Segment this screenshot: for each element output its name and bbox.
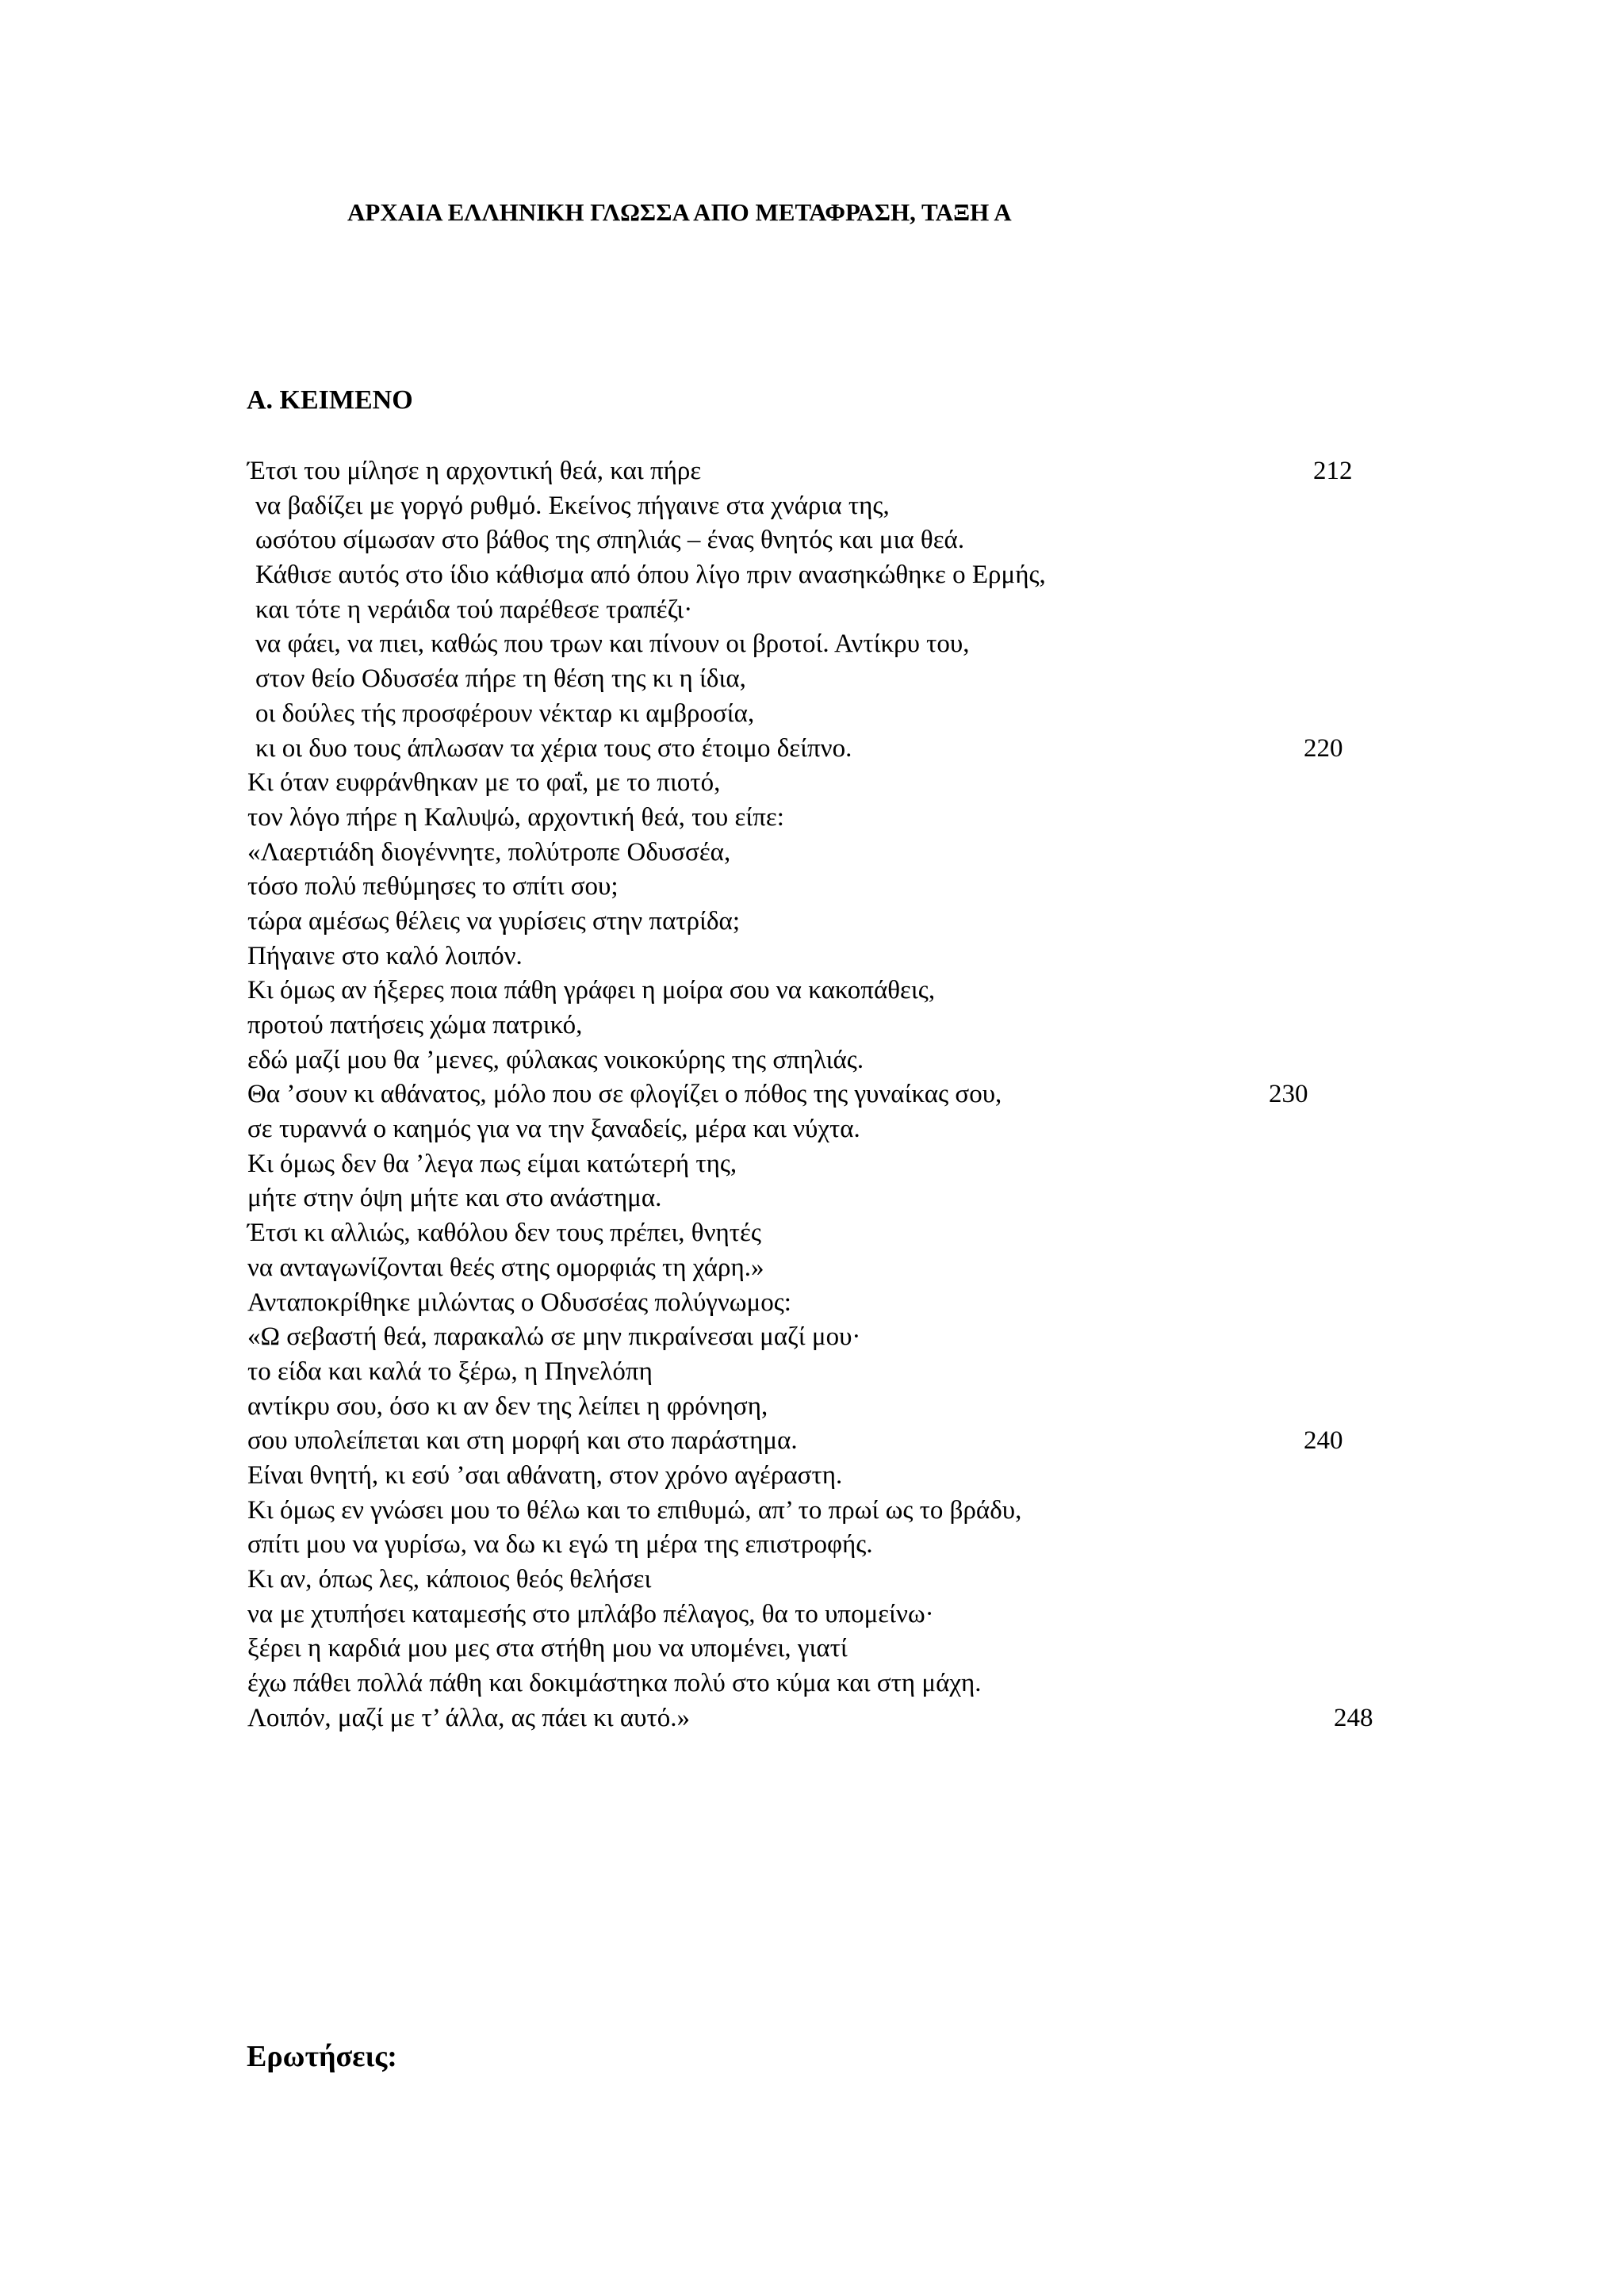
poem-line-text: Θα ’σουν κι αθάνατος, μόλο που σε φλογίζει ο πόθος της γυναίκας σου, xyxy=(247,1080,1002,1109)
poem-line xyxy=(0,1251,1624,1286)
poem-line-text: Είναι θνητή, κι εσύ ’σαι αθάνατη, στον χρόνο αγέραστη. xyxy=(247,1460,843,1490)
poem-line xyxy=(0,766,1624,801)
poem-line-text: κι οι δυο τους άπλωσαν τα χέρια τους στο έτοιμο δείπνο. xyxy=(255,733,852,763)
poem-line-text: οι δούλες τής προσφέρουν νέκταρ κι αμβροσία, xyxy=(255,698,755,728)
poem-line-text: μήτε στην όψη μήτε και στο ανάστημα. xyxy=(247,1184,662,1213)
poem-line-text: Κάθισε αυτός στο ίδιο κάθισμα από όπου λίγο πριν ανασηκώθηκε ο Ερμής, xyxy=(255,561,1046,590)
poem-line-text: αντίκρυ σου, όσο κι αν δεν της λείπει η φρόνηση, xyxy=(247,1391,768,1421)
poem-line xyxy=(0,627,1624,662)
poem-line xyxy=(0,1528,1624,1563)
poem-line xyxy=(0,1043,1624,1078)
poem-line-text: εδώ μαζί μου θα ’μενες, φύλακας νοικοκύρης της σπηλιάς. xyxy=(247,1045,864,1074)
poem-line-text: το είδα και καλά το ξέρω, η Πηνελόπη xyxy=(247,1357,653,1386)
page-title: ΑΡΧΑΙΑ ΕΛΛΗΝΙΚΗ ΓΛΩΣΣΑ ΑΠΟ ΜΕΤΑΦΡΑΣΗ, ΤΑΞΗ Α xyxy=(347,198,1012,226)
poem-line xyxy=(0,974,1624,1008)
poem-line-text: σε τυραννά ο καημός για να την ξαναδείς, μέρα και νύχτα. xyxy=(247,1115,860,1144)
poem-line xyxy=(0,732,1624,767)
poem-line xyxy=(0,1320,1624,1355)
poem-line xyxy=(0,870,1624,905)
poem-line xyxy=(0,593,1624,628)
poem-line-text: «Λαερτιάδη διογέννητε, πολύτροπε Οδυσσέα, xyxy=(247,837,731,867)
line-number: 230 xyxy=(1269,1080,1308,1109)
poem-line xyxy=(0,1181,1624,1216)
poem-line-text: να φάει, να πιει, καθώς που τρων και πίνουν οι βροτοί. Αντίκρυ του, xyxy=(255,629,970,659)
poem-line-text: Κι όμως εν γνώσει μου το θέλω και το επιθυμώ, απ’ το πρωί ως το βράδυ, xyxy=(247,1495,1022,1525)
section-heading-text: Α. ΚΕΙΜΕΝΟ xyxy=(247,385,413,415)
poem-line-text: να με χτυπήσει καταμεσής στο μπλάβο πέλαγος, θα το υπομείνω· xyxy=(247,1599,934,1628)
poem-line xyxy=(0,523,1624,558)
poem-line xyxy=(0,1355,1624,1390)
poem-line xyxy=(0,1147,1624,1182)
poem-line xyxy=(0,1701,1624,1736)
poem-line xyxy=(0,1112,1624,1147)
poem-line xyxy=(0,1216,1624,1251)
poem-line-text: να βαδίζει με γοργό ρυθμό. Εκείνος πήγαινε στα χνάρια της, xyxy=(255,491,890,520)
poem-line xyxy=(0,1077,1624,1112)
poem-line-text: Κι όταν ευφράνθηκαν με το φαΐ, με το πιοτό, xyxy=(247,768,721,798)
poem-line xyxy=(0,905,1624,939)
line-number: 248 xyxy=(1334,1703,1373,1732)
poem-text xyxy=(0,454,1624,1735)
poem-line-text: Κι όμως αν ήξερες ποια πάθη γράφει η μοίρα σου να κακοπάθεις, xyxy=(247,976,936,1005)
poem-line-text: σου υπολείπεται και στη μορφή και στο παράστημα. xyxy=(247,1426,798,1456)
poem-line-text: Κι όμως δεν θα ’λεγα πως είμαι κατώτερή της, xyxy=(247,1149,737,1178)
poem-line xyxy=(0,558,1624,593)
poem-line xyxy=(0,1008,1624,1043)
poem-line xyxy=(0,1459,1624,1494)
poem-line-text: ωσότου σίμωσαν στο βάθος της σπηλιάς – ένας θνητός και μια θεά. xyxy=(255,526,965,555)
poem-line xyxy=(0,662,1624,697)
poem-line-text: Έτσι του μίλησε η αρχοντική θεά, και πήρε xyxy=(247,457,702,485)
poem-line xyxy=(0,801,1624,836)
questions-heading: Ερωτήσεις: xyxy=(247,2040,397,2073)
poem-line xyxy=(0,1667,1624,1701)
poem-line-text: προτού πατήσεις χώμα πατρικό, xyxy=(247,1011,583,1039)
line-number: 240 xyxy=(1304,1426,1343,1456)
poem-line xyxy=(0,1494,1624,1529)
poem-line-text: Πήγαινε στο καλό λοιπόν. xyxy=(247,941,523,970)
poem-line xyxy=(0,454,1624,489)
poem-line xyxy=(0,489,1624,524)
poem-line-text: Κι αν, όπως λες, κάποιος θεός θελήσει xyxy=(247,1565,652,1594)
poem-line-text: σπίτι μου να γυρίσω, να δω κι εγώ τη μέρα της επιστροφής. xyxy=(247,1530,873,1559)
poem-line-text: έχω πάθει πολλά πάθη και δοκιμάστηκα πολύ στο κύμα και στη μάχη. xyxy=(247,1669,982,1698)
poem-line-text: «Ω σεβαστή θεά, παρακαλώ σε μην πικραίνεσαι μαζί μου· xyxy=(247,1322,861,1352)
poem-line-text: και τότε η νεράιδα τού παρέθεσε τραπέζι· xyxy=(255,595,693,624)
poem-line-text: να ανταγωνίζονται θεές στης ομορφιάς τη χάρη.» xyxy=(247,1253,764,1282)
poem-line-text: Έτσι κι αλλιώς, καθόλου δεν τους πρέπει, θνητές xyxy=(247,1219,761,1248)
poem-line xyxy=(0,1286,1624,1321)
poem-line-text: τον λόγο πήρε η Καλυψώ, αρχοντική θεά, του είπε: xyxy=(247,802,784,832)
poem-line-text: ξέρει η καρδιά μου μες στα στήθη μου να υπομένει, γιατί xyxy=(247,1634,848,1663)
poem-line xyxy=(0,939,1624,974)
poem-line-text: τόσο πολύ πεθύμησες το σπίτι σου; xyxy=(247,872,619,901)
poem-line-text: τώρα αμέσως θέλεις να γυρίσεις στην πατρίδα; xyxy=(247,906,740,936)
poem-line xyxy=(0,1563,1624,1598)
poem-line-text: Λοιπόν, μαζί με τ’ άλλα, ας πάει κι αυτό.» xyxy=(247,1703,691,1732)
poem-line xyxy=(0,1424,1624,1459)
poem-line xyxy=(0,836,1624,871)
line-number: 212 xyxy=(1313,457,1353,485)
poem-line-text: Ανταποκρίθηκε μιλώντας ο Οδυσσέας πολύγνωμος: xyxy=(247,1288,791,1317)
poem-line-text: στον θείο Οδυσσέα πήρε τη θέση της κι η ίδια, xyxy=(255,664,746,694)
line-number: 220 xyxy=(1304,733,1343,763)
poem-line xyxy=(0,1390,1624,1425)
poem-line xyxy=(0,1598,1624,1632)
poem-line xyxy=(0,1632,1624,1667)
poem-line xyxy=(0,697,1624,732)
